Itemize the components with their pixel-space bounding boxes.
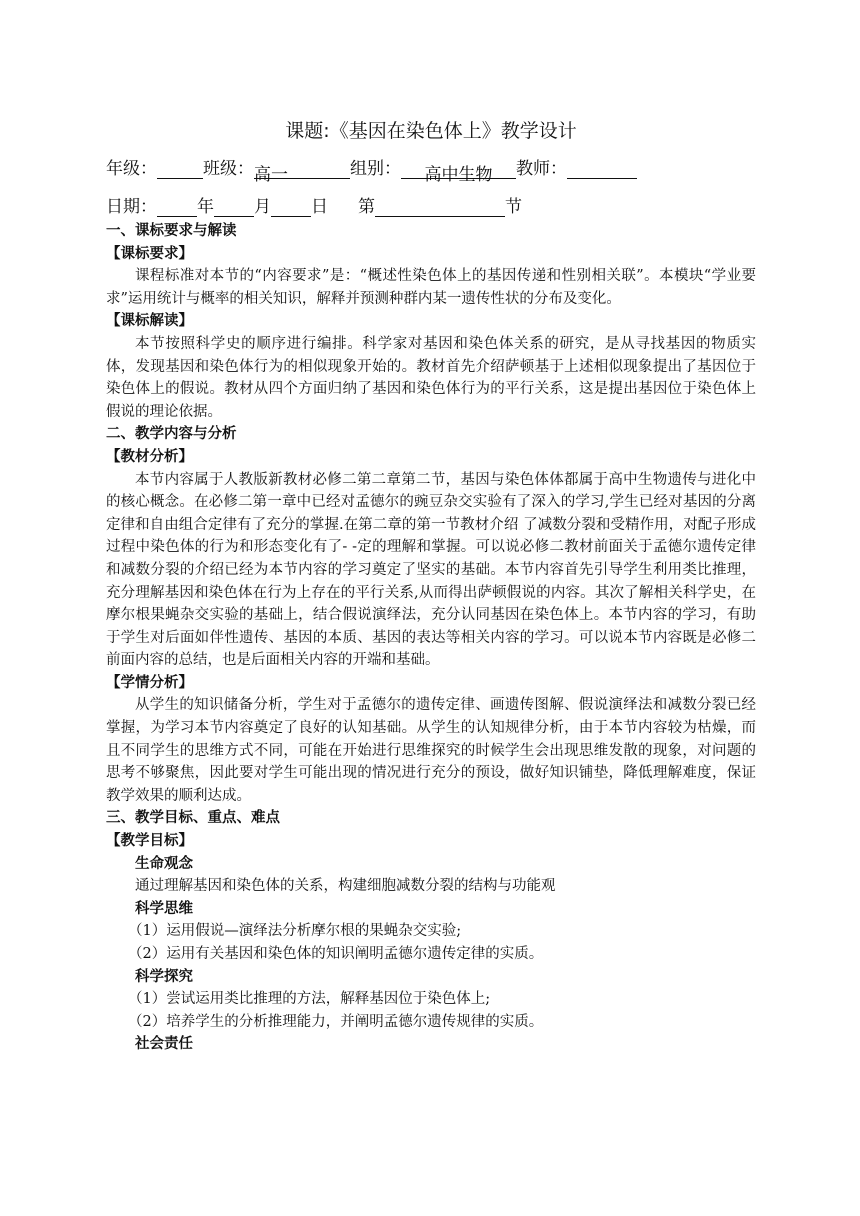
date-label: 日期： (106, 197, 157, 217)
standard-interpretation-heading: 【课标解读】 (106, 313, 193, 330)
day-label: 日 (311, 197, 328, 217)
meta-row-1 (106, 154, 637, 185)
group-label: 组别： (350, 159, 401, 179)
month-blank (214, 198, 254, 217)
document-title: 课题:《基因在染色体上》教学设计 (285, 120, 577, 142)
meta-row-2 (106, 192, 522, 217)
section-blank (375, 198, 505, 217)
year-blank (157, 198, 197, 217)
scientific-thinking-item-1: （1）运用假说—演绎法分析摩尔根的果蝇杂交实验; (128, 923, 462, 940)
class-label: 班级： (203, 159, 254, 179)
material-analysis-heading: 【教材分析】 (106, 448, 193, 465)
class-blank: 高一 (254, 160, 350, 179)
grade-blank (157, 160, 203, 179)
grade-label: 年级： (106, 159, 157, 179)
material-analysis-text: 本节内容属于人教版新教材必修二第二章第二节，基因与染色体体都属于高中生物遗传与进化中的核心概念。在必修二第一章中已经对孟德尔的豌豆杂交实验有了深入的学习,学生已经对基因的分离定律和自由组合定律有了充分的掌握.在第二章的第一节教材介绍 了减数分裂和受精作用，对配子形成过程中染色体的行为和形态变化有了- -定的理解和掌握。可以说必修二教材前面关于孟德尔遗传定律和减数分裂的介绍已经为本节内容的学习奠定了坚实的基础。本节内容首先引导学生利用类比推理，充分理解基因和染色体在行为上存在的平行关系,从而得出萨顿假说的内容。其次了解相关科学史，在摩尔根果蝇杂交实验的基础上，结合假说演绎法，充分认同基因在染色体上。本节内容的学习，有助于学生对后面如伴性遗传、基因的本质、基因的表达等相关内容的学习。可以说本节内容既是必修二前面内容的总结，也是后面相关内容的开端和基础。 (106, 471, 756, 669)
section-1-heading: 一、课标要求与解读 (106, 223, 237, 239)
standard-interpretation-text: 本节按照科学史的顺序进行编排。科学家对基因和染色体关系的研究，是从寻找基因的物质实体，发现基因和染色体行为的相似现象开始的。教材首先介绍萨顿基于上述相似现象提出了基因位于染色体上的假说。教材从四个方面归纳了基因和染色体行为的平行关系，这是提出基因位于染色体上假说的理论依据。 (106, 335, 756, 420)
life-concept-heading: 生命观念 (135, 855, 193, 872)
section-prefix: 第 (358, 197, 375, 217)
scientific-inquiry-item-2: （2）培养学生的分析推理能力，并阐明孟德尔遗传规律的实质。 (128, 1013, 544, 1030)
section-2-heading: 二、教学内容与分析 (106, 426, 237, 443)
student-analysis-text: 从学生的知识储备分析，学生对于孟德尔的遗传定律、画遗传图解、假说演绎法和减数分裂已经掌握，为学习本节内容奠定了良好的认知基础。从学生的认知规律分析，由于本节内容较为枯燥，而且不同学生的思维方式不同，可能在开始进行思维探究的时候学生会出现思维发散的现象，对问题的思考不够聚焦，因此要对学生可能出现的情况进行充分的预设，做好知识铺垫，降低理解难度，保证教学效果的顺利达成。 (106, 697, 756, 804)
scientific-thinking-item-2: （2）运用有关基因和染色体的知识阐明孟德尔遗传定律的实质。 (128, 946, 544, 962)
year-label: 年 (197, 197, 214, 217)
teacher-label: 教师： (516, 159, 567, 179)
scientific-inquiry-item-1: （1）尝试运用类比推理的方法，解释基因位于染色体上; (128, 991, 491, 1008)
teacher-blank (567, 160, 637, 179)
life-concept-text: 通过理解基因和染色体的关系，构建细胞减数分裂的结构与功能观 (135, 878, 556, 895)
day-blank (271, 198, 311, 217)
scientific-inquiry-heading: 科学探究 (135, 968, 193, 985)
scientific-thinking-heading: 科学思维 (135, 900, 193, 917)
student-analysis-heading: 【学情分析】 (106, 674, 193, 691)
standard-requirements-text: 课程标准对本节的“内容要求”是：“概述性染色体上的基因传递和性别相关联”。本模块“学业要求”运用统计与概率的相关知识，解释并预测种群内某一遗传性状的分布及变化。 (106, 268, 756, 307)
section-suffix: 节 (505, 197, 522, 217)
standard-requirements-heading: 【课标要求】 (106, 245, 193, 262)
section-3-heading: 三、教学目标、重点、难点 (106, 810, 280, 827)
teaching-goals-heading: 【教学目标】 (106, 833, 193, 850)
group-blank: 高中生物 (401, 160, 516, 179)
social-responsibility-heading: 社会责任 (135, 1036, 193, 1053)
month-label: 月 (254, 197, 271, 217)
document-body (106, 220, 756, 1056)
